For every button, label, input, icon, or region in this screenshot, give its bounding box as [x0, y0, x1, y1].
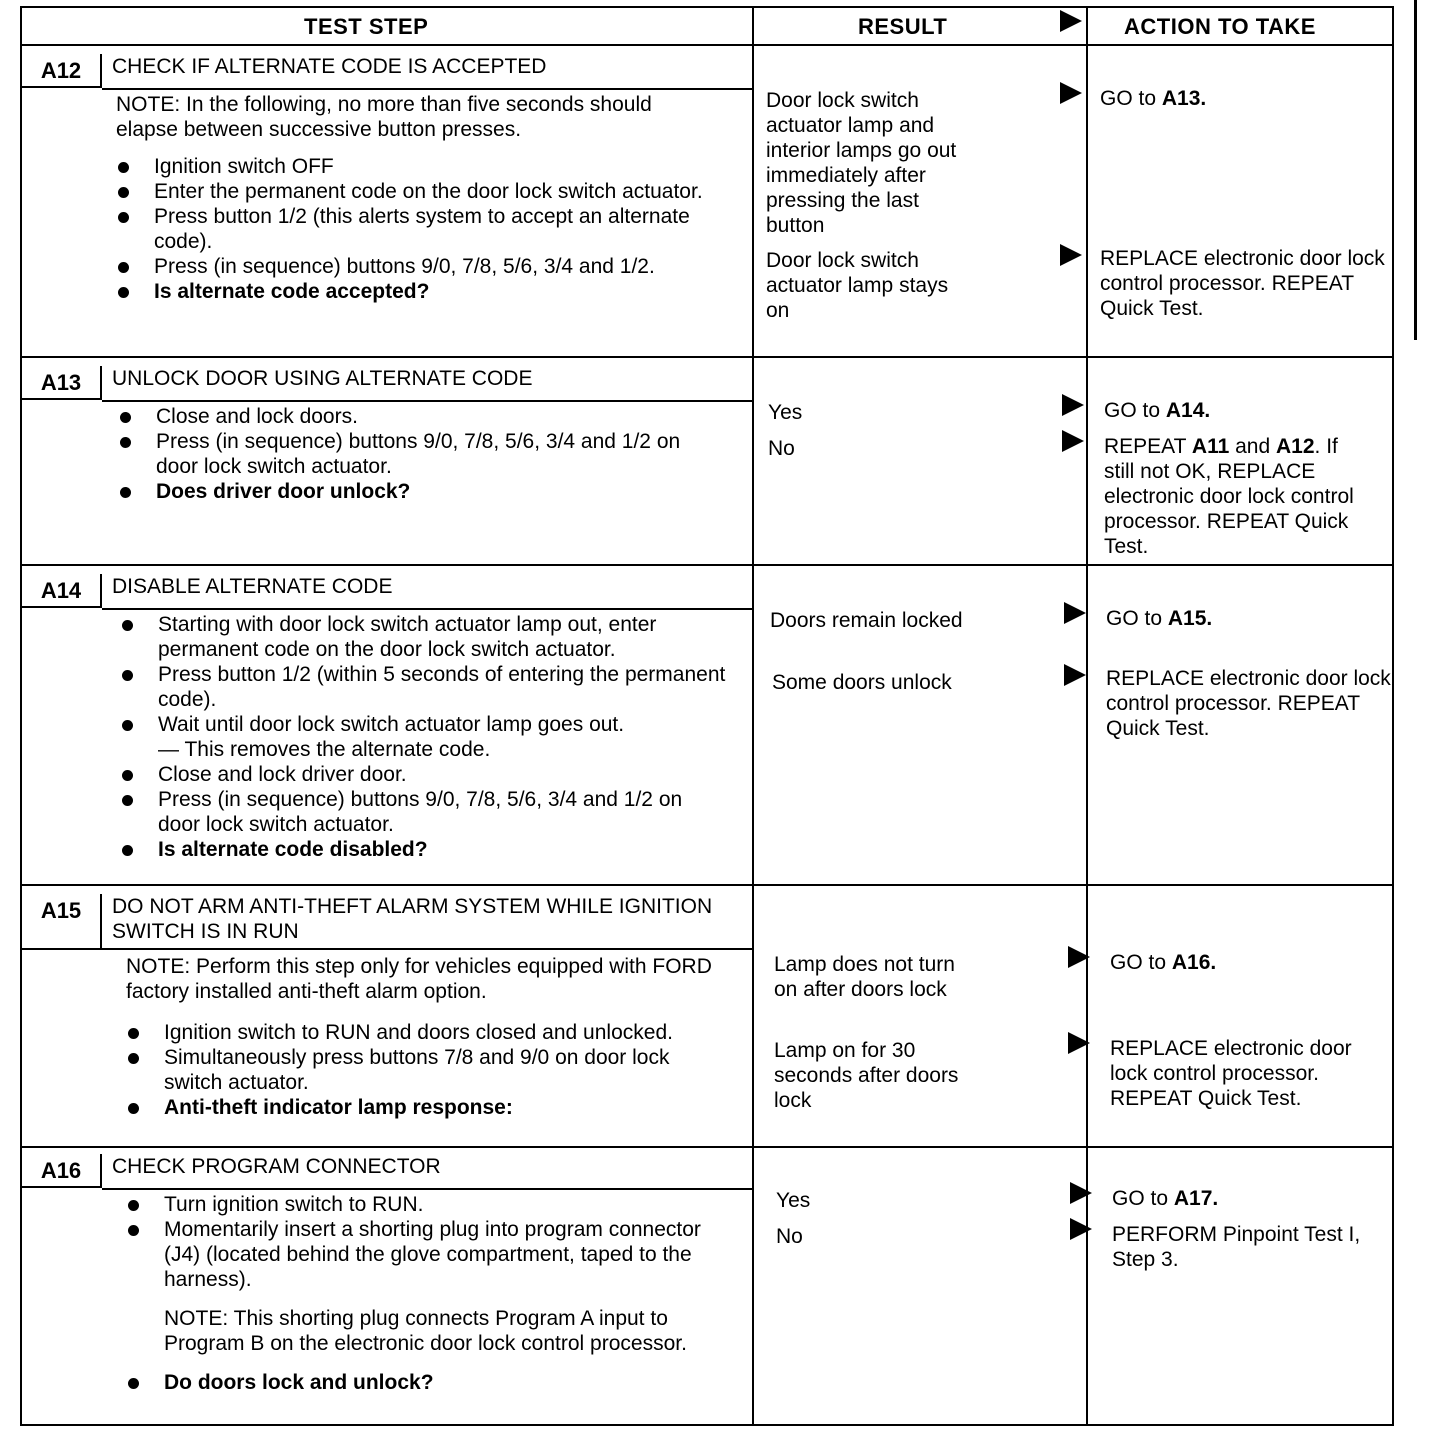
action-step-ref: A14.	[1165, 399, 1211, 422]
result-text: Lamp does not turn on after doors lock	[774, 953, 955, 1001]
action-text: REPLACE electronic door lock control processor. REPEAT Quick Test.	[1100, 247, 1385, 320]
arrow-icon	[1068, 946, 1090, 968]
arrow-icon	[1060, 10, 1082, 32]
action-label: GO to	[1100, 87, 1162, 110]
step-body	[118, 404, 718, 504]
test-step-table	[20, 6, 1394, 1426]
result-text: No	[768, 437, 795, 460]
action-label: GO to	[1104, 399, 1166, 422]
arrow-icon	[1064, 664, 1086, 686]
action-text	[1112, 1186, 1392, 1211]
arrow-icon	[1064, 602, 1086, 624]
row-divider	[22, 564, 1392, 566]
step-note: NOTE: This shorting plug connects Program A input to Program B on the electronic door lock control processor.	[164, 1307, 687, 1355]
step-title: UNLOCK DOOR USING ALTERNATE CODE	[102, 362, 752, 402]
action-step-ref: A12	[1276, 435, 1315, 458]
action-step-ref: A15.	[1167, 607, 1213, 630]
page-edge-mark	[1414, 0, 1417, 340]
action-text: PERFORM Pinpoint Test I, Step 3.	[1112, 1223, 1361, 1271]
header-result: RESULT	[858, 14, 948, 39]
bullet-item: Close and lock driver door.	[120, 762, 730, 787]
action-text	[1106, 606, 1391, 631]
bullet-item: Press button 1/2 (this alerts system to accept an alternate code).	[116, 204, 716, 254]
row-divider	[22, 1146, 1392, 1148]
step-body	[120, 612, 730, 862]
header-action: ACTION TO TAKE	[1124, 14, 1316, 39]
column-divider	[1086, 8, 1088, 1424]
action-text	[1100, 86, 1390, 111]
bullet-item: Press (in sequence) buttons 9/0, 7/8, 5/6, 3/4 and 1/2 on door lock switch actuator.	[118, 429, 718, 479]
step-body	[116, 92, 716, 304]
step-id: A16	[22, 1154, 102, 1188]
arrow-icon	[1060, 82, 1082, 104]
bullet-item: Press button 1/2 (within 5 seconds of entering the permanent code).	[120, 662, 730, 712]
bullet-item: Ignition switch to RUN and doors closed and unlocked.	[126, 1020, 732, 1045]
action-label: GO to	[1110, 951, 1172, 974]
bullet-item: Starting with door lock switch actuator lamp out, enter permanent code on the door lock switch actuator.	[120, 612, 730, 662]
result-text: Door lock switch actuator lamp stays on	[766, 249, 949, 322]
result-text: Doors remain locked	[770, 609, 963, 632]
step-note: NOTE: In the following, no more than five seconds should elapse between successive button presses.	[116, 93, 652, 141]
action-label: and	[1229, 435, 1277, 458]
step-title: DISABLE ALTERNATE CODE	[102, 570, 752, 610]
bullet-item: Close and lock doors.	[118, 404, 718, 429]
result-text: Door lock switch actuator lamp and interior lamps go out immediately after pressing the last button	[766, 89, 957, 237]
bullet-question: Is alternate code disabled?	[120, 837, 730, 862]
step-id: A14	[22, 574, 102, 608]
action-label: GO to	[1112, 1187, 1174, 1210]
step-body	[126, 1192, 726, 1395]
row-divider	[22, 356, 1392, 358]
bullet-item: Ignition switch OFF	[116, 154, 716, 179]
step-id: A12	[22, 54, 102, 88]
step-title: CHECK PROGRAM CONNECTOR	[102, 1150, 752, 1190]
header-test-step: TEST STEP	[304, 14, 429, 39]
action-step-ref: A16.	[1171, 951, 1217, 974]
dash-note: — This removes the alternate code.	[158, 738, 491, 761]
action-label: GO to	[1106, 607, 1168, 630]
result-text: Lamp on for 30 seconds after doors lock	[774, 1039, 959, 1112]
step-title: CHECK IF ALTERNATE CODE IS ACCEPTED	[102, 50, 752, 90]
action-label: . If still not OK, REPLACE electronic door lock control processor. REPEAT Quick Test.	[1104, 435, 1354, 558]
step-note: NOTE: Perform this step only for vehicles equipped with FORD factory installed anti-theft alarm option.	[126, 955, 712, 1003]
bullet-item: Wait until door lock switch actuator lamp goes out.	[120, 712, 730, 737]
arrow-icon	[1070, 1182, 1092, 1204]
bullet-item: Press (in sequence) buttons 9/0, 7/8, 5/6, 3/4 and 1/2 on door lock switch actuator.	[120, 787, 730, 837]
bullet-item: Press (in sequence) buttons 9/0, 7/8, 5/6, 3/4 and 1/2.	[116, 254, 716, 279]
column-divider	[752, 8, 754, 1424]
bullet-item: Turn ignition switch to RUN.	[126, 1192, 726, 1217]
action-step-ref: A13.	[1161, 87, 1207, 110]
bullet-question: Is alternate code accepted?	[116, 279, 716, 304]
result-text: No	[776, 1225, 803, 1248]
action-text: REPLACE electronic door lock control processor. REPEAT Quick Test.	[1106, 667, 1391, 740]
action-text	[1110, 950, 1392, 975]
arrow-icon	[1062, 430, 1084, 452]
action-text: REPLACE electronic door lock control processor. REPEAT Quick Test.	[1110, 1037, 1352, 1110]
arrow-icon	[1070, 1218, 1092, 1240]
action-step-ref: A11	[1191, 435, 1230, 458]
step-body	[126, 954, 732, 1120]
bullet-question: Do doors lock and unlock?	[126, 1370, 726, 1395]
step-id: A15	[22, 894, 102, 950]
result-text: Yes	[776, 1189, 811, 1212]
action-label: REPEAT	[1104, 435, 1192, 458]
bullet-item: Simultaneously press buttons 7/8 and 9/0 on door lock switch actuator.	[126, 1045, 732, 1095]
bullet-item: Enter the permanent code on the door lock switch actuator.	[116, 179, 716, 204]
step-title: DO NOT ARM ANTI-THEFT ALARM SYSTEM WHILE IGNITION SWITCH IS IN RUN	[102, 890, 752, 950]
bullet-question: Does driver door unlock?	[118, 479, 718, 504]
bullet-item: Momentarily insert a shorting plug into program connector (J4) (located behind the glove compartment, taped to the harness).	[126, 1217, 726, 1292]
step-id: A13	[22, 366, 102, 400]
action-text	[1104, 434, 1374, 559]
result-text: Some doors unlock	[772, 671, 952, 694]
row-divider	[22, 884, 1392, 886]
arrow-icon	[1068, 1032, 1090, 1054]
bullet-question: Anti-theft indicator lamp response:	[126, 1095, 732, 1120]
action-step-ref: A17.	[1173, 1187, 1219, 1210]
arrow-icon	[1062, 394, 1084, 416]
action-text	[1104, 398, 1384, 423]
arrow-icon	[1060, 244, 1082, 266]
result-text: Yes	[768, 401, 803, 424]
row-divider	[22, 44, 1392, 46]
